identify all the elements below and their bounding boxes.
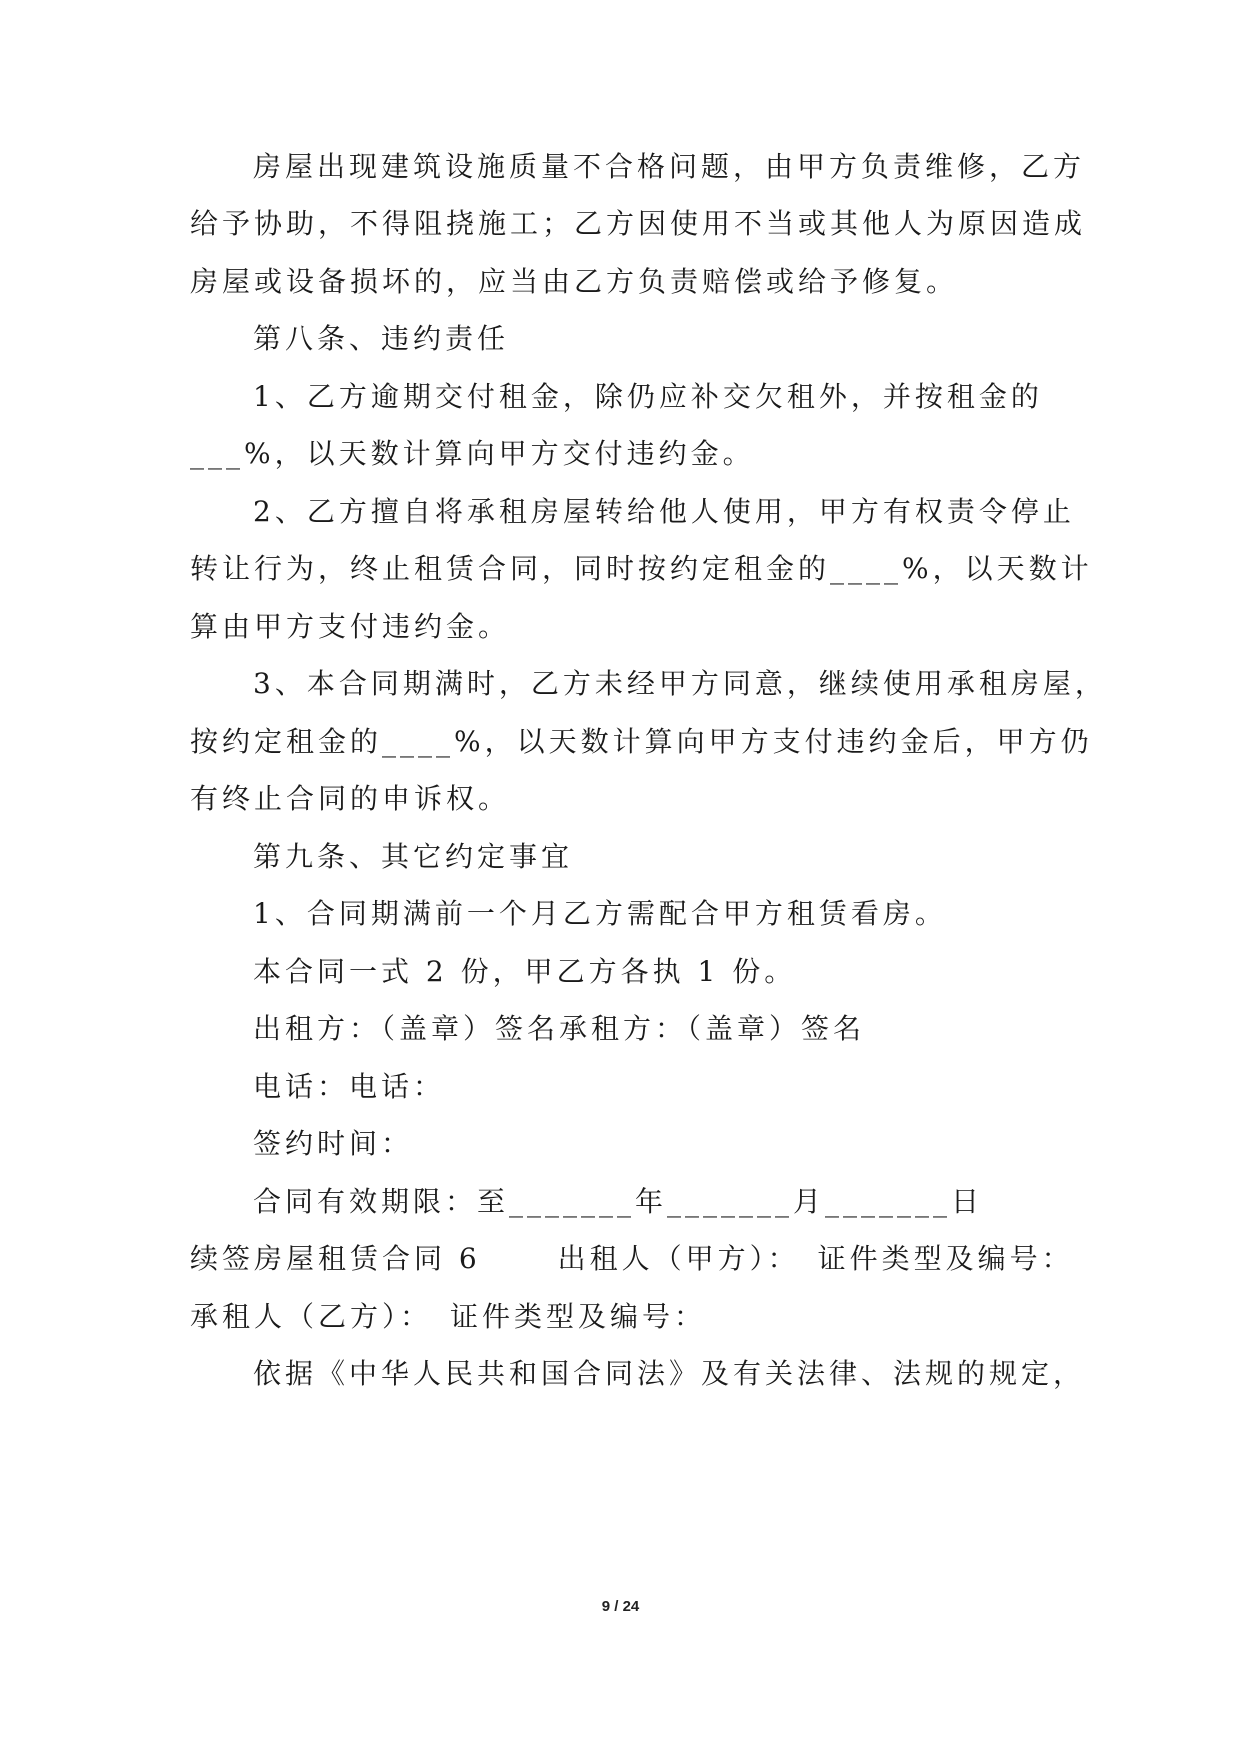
paragraph-line: 转让行为，终止租赁合同，同时按约定租金的____%，以天数计 [190, 552, 1093, 585]
paragraph-line: ___%，以天数计算向甲方交付违约金。 [190, 437, 755, 470]
page-number: 9 / 24 [601, 1598, 640, 1615]
paragraph-line: 本合同一式 2 份，甲乙方各执 1 份。 [253, 955, 797, 988]
paragraph-line: 房屋出现建筑设施质量不合格问题，由甲方负责维修，乙方 [253, 150, 1086, 183]
paragraph-line: 房屋或设备损坏的，应当由乙方负责赔偿或给予修复。 [190, 265, 959, 298]
phone-line: 电话：电话： [253, 1070, 446, 1103]
paragraph-line: 2、乙方擅自将承租房屋转给他人使用，甲方有权责令停止 [253, 495, 1075, 528]
paragraph-line: 按约定租金的____%，以天数计算向甲方支付违约金后，甲方仍 [190, 725, 1093, 758]
paragraph-line: 依据《中华人民共和国合同法》及有关法律、法规的规定， [253, 1357, 1086, 1390]
paragraph-line: 算由甲方支付违约金。 [190, 610, 511, 643]
paragraph-line: 3、本合同期满时，乙方未经甲方同意，继续使用承租房屋， [253, 667, 1107, 700]
paragraph-line: 1、合同期满前一个月乙方需配合甲方租赁看房。 [253, 897, 947, 930]
paragraph-line: 1、乙方逾期交付租金，除仍应补交欠租外，并按租金的 [253, 380, 1043, 413]
signature-line: 出租方：（盖章）签名承租方：（盖章）签名 [253, 1012, 866, 1045]
paragraph-line: 有终止合同的申诉权。 [190, 782, 511, 815]
paragraph-line: 给予协助，不得阻挠施工；乙方因使用不当或其他人为原因造成 [190, 207, 1087, 240]
section-heading: 第九条、其它约定事宜 [253, 840, 574, 873]
paragraph-line: 承租人（乙方）： 证件类型及编号： [190, 1300, 707, 1333]
validity-line: 合同有效期限：至_______年_______月_______日 [253, 1185, 984, 1218]
contract-title-line: 续签房屋租赁合同 6 出租人（甲方）： 证件类型及编号： [190, 1242, 1074, 1275]
section-heading: 第八条、违约责任 [253, 322, 510, 355]
sign-date-line: 签约时间： [253, 1127, 414, 1160]
